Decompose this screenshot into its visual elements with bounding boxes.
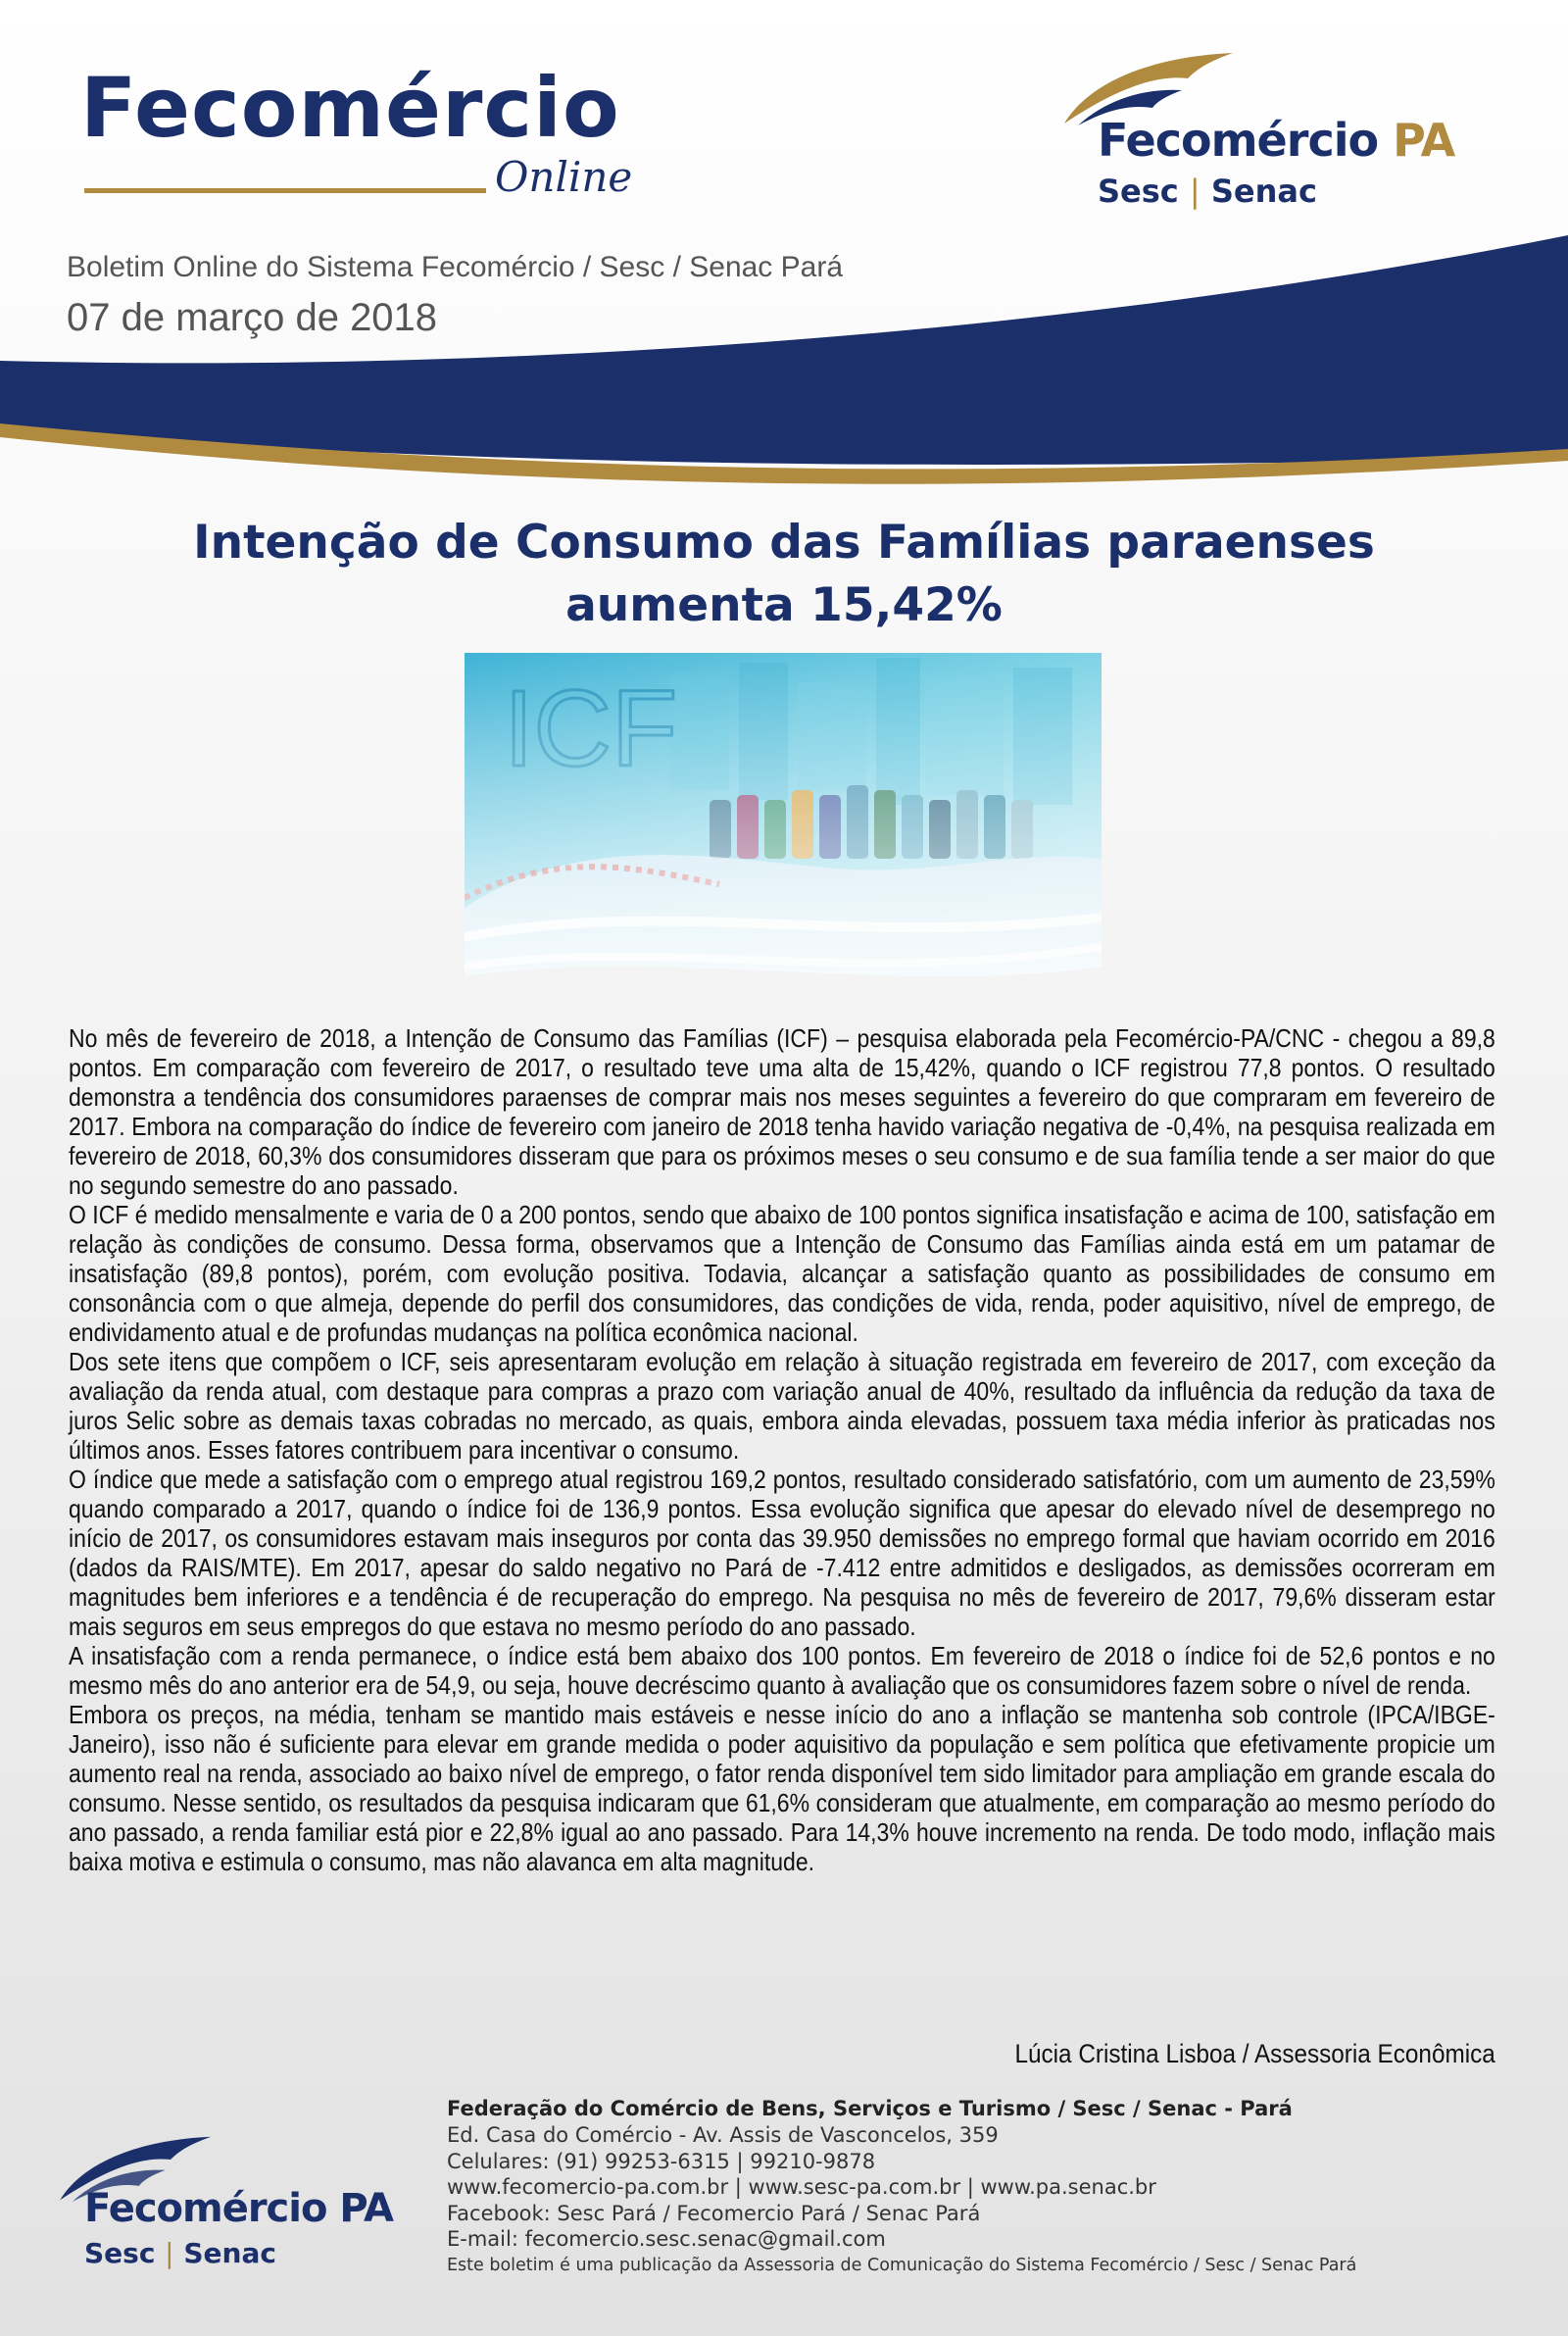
brand-title: Fecomércio [80, 60, 620, 156]
footer-logo-name-text: Fecomércio [84, 2186, 327, 2231]
footer-note: Este boletim é uma publicação da Assessoria de Comunicação do Sistema Fecomércio / Sesc / Senac Pará [447, 2255, 1357, 2275]
article-paragraph: O ICF é medido mensalmente e varia de 0 a 200 pontos, sendo que abaixo de 100 pontos significa insatisfação e acima de 100, satisfação em relação às condições de consumo. Dessa forma, observamos que a Intenção de Consumo das Famílias ainda está em um patamar de insatisfação (89,8 pontos), porém, com evolução positiva. Todavia, alcançar a satisfação quanto as possibilidades de consumo em consonância com o que almeja, depende do perfil dos consumidores, das condições de vida, renda, poder aquisitivo, nível de emprego, de endividamento atual e de profundas mudanças na política econômica nacional. [69, 1200, 1495, 1347]
footer-logo-subline [84, 2237, 276, 2269]
footer-email[interactable]: E-mail: fecomercio.sesc.senac@gmail.com [447, 2227, 886, 2251]
footer-logo-senac: Senac [183, 2237, 276, 2269]
article-paragraph: A insatisfação com a renda permanece, o índice está bem abaixo dos 100 pontos. Em fevereiro de 2018 o índice foi de 52,6 pontos e no mesmo mês do ano anterior era de 54,9, ou seja, houve decréscimo quanto à avaliação que os consumidores fazem sobre o nível de renda. [69, 1641, 1495, 1700]
article-title: Intenção de Consumo das Famílias paraenses aumenta 15,42% [193, 516, 1375, 632]
footer-contact [447, 2096, 1544, 2278]
article-paragraph: O índice que mede a satisfação com o emprego atual registrou 169,2 pontos, resultado considerado satisfatório, com um aumento de 23,59% quando comparado a 2017, quando o índice foi de 136,9 pontos. Essa evolução significa que apesar do elevado nível de desemprego no início de 2017, os consumidores estavam mais inseguros por conta das 39.950 demissões no emprego formal que haviam ocorrido em 2016 (dados da RAIS/MTE). Em 2017, apesar do saldo negativo no Pará de -7.412 entre admitidos e desligados, as demissões ocorreram em magnitudes bem inferiores e a tendência é de recuperação do emprego. Na pesquisa no mês de fevereiro de 2017, 79,6% disseram estar mais seguros em seus empregos do que estava no mesmo período do ano passado. [69, 1465, 1495, 1641]
footer-facebook: Facebook: Sesc Pará / Fecomercio Pará / Senac Pará [447, 2201, 981, 2225]
footer-logo-region: PA [339, 2186, 394, 2231]
logo-sesc: Sesc [1098, 173, 1179, 210]
bulletin-name: Boletim Online do Sistema Fecomércio / Sesc / Senac Pará [67, 251, 844, 283]
logo-separator: | [1189, 173, 1200, 210]
logo-name-text: Fecomércio [1098, 114, 1379, 167]
footer-address: Ed. Casa do Comércio - Av. Assis de Vasconcelos, 359 [447, 2123, 999, 2147]
footer-organization: Federação do Comércio de Bens, Serviços e Turismo / Sesc / Senac - Pará [447, 2097, 1293, 2120]
fecomercio-pa-logo [1058, 49, 1499, 216]
article-body [69, 1023, 1495, 1876]
article-author: Lúcia Cristina Lisboa / Assessoria Econômica [1014, 2039, 1495, 2068]
logo-region: PA [1393, 114, 1455, 167]
footer-logo-sesc: Sesc [84, 2237, 156, 2269]
footer-logo [55, 2133, 427, 2280]
article-paragraph: Dos sete itens que compõem o ICF, seis apresentaram evolução em relação à situação registrada em fevereiro de 2017, com exceção da avaliação da renda atual, com destaque para compras a prazo com variação anual de 40%, resultado da influência da redução da taxa de juros Selic sobre as demais taxas cobradas no mercado, as quais, embora ainda elevadas, possuem taxa média inferior às praticadas nos últimos anos. Esses fatores contribuem para incentivar o consumo. [69, 1347, 1495, 1465]
article-paragraph: No mês de fevereiro de 2018, a Intenção de Consumo das Famílias (ICF) – pesquisa elaborada pela Fecomércio-PA/CNC - chegou a 89,8 pontos. Em comparação com fevereiro de 2017, o resultado teve uma alta de 15,42%, quando o ICF registrou 77,8 pontos. O resultado demonstra a tendência dos consumidores paraenses de comprar mais nos meses seguintes a fevereiro do que compraram em fevereiro de 2017. Embora na comparação do índice de fevereiro com janeiro de 2018 tenha havido variação negativa de -0,4%, na pesquisa realizada em fevereiro de 2018, 60,3% dos consumidores disseram que para os próximos meses o seu consumo e de sua família tende a ser maior do que no segundo semestre do ano passado. [69, 1023, 1495, 1200]
logo-subline [1098, 173, 1317, 210]
logo-name [1098, 114, 1454, 167]
bulletin-date: 07 de março de 2018 [67, 296, 438, 339]
icf-illustration [465, 653, 1102, 1012]
article-paragraph: Embora os preços, na média, tenham se mantido mais estáveis e nesse início do ano a inflação se mantenha sob controle (IPCA/IBGE-Janeiro), isso não é suficiente para elevar em grande medida o poder aquisitivo da população e sem política que efetivamente propicie um aumento real na renda, associado ao baixo nível de emprego, o fator renda disponível tem sido limitador para ampliação em grande escala do consumo. Nesse sentido, os resultados da pesquisa indicaram que 61,6% consideram que atualmente, em comparação ao mesmo período do ano passado, a renda familiar está pior e 22,8% igual ao ano passado. Para 14,3% houve incremento na renda. De todo modo, inflação mais baixa motiva e estimula o consumo, mas não alavanca em alta magnitude. [69, 1700, 1495, 1876]
footer-logo-name [84, 2186, 393, 2231]
article-image [465, 653, 1102, 1012]
logo-senac: Senac [1210, 173, 1317, 210]
brand-underline [84, 188, 486, 193]
brand-subtitle: Online [495, 153, 633, 201]
footer-phones: Celulares: (91) 99253-6315 | 99210-9878 [447, 2149, 876, 2173]
footer-websites[interactable]: www.fecomercio-pa.com.br | www.sesc-pa.com.br | www.pa.senac.br [447, 2175, 1156, 2199]
footer-logo-separator: | [165, 2237, 174, 2269]
